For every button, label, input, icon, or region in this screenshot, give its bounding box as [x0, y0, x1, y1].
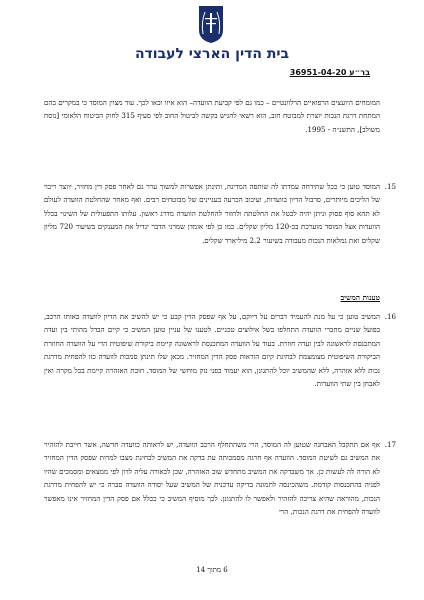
paragraph-text: המוסד טוען כי ככל שתידחה עמדתו לה שותפה המדינה, ותינתן אפשרות למשוך ערר גם לאחר פסק דין מחזיר, יווצר ריבוי של הליכים מיותרים, סרבול הדיון בוועדות, ועיכוב הכרעה בעניינים של מבוטחים רבים. ואף מאחר שהחלטת הוועדה לעולם לא תהא סוף פסוק וניתן יהיה לבטל את החלטתה ולחזור להחלטת הוועדה מדרג ראשון. עלותו התפעולית של השינוי בכלל הוועדות אצל המוסד מוערכת בכ-120 מליון שקלים. כמו כן לפי אומדן שמרני הדבר יגדיל את המענקים בשיעור 720 מליון שקלים ואת גמלאות הנכות מעבודה בשיעור 2.2 מיליארד שקלים.	[44, 182, 381, 245]
paragraph-number: 15.	[384, 182, 396, 191]
case-number: בר״ע 36951-04-20	[289, 68, 370, 77]
court-name: בית הדין הארצי לעבודה	[134, 46, 290, 62]
section-heading: טענות המשיב	[340, 293, 380, 302]
paragraph-16	[44, 310, 396, 390]
paragraph-17	[44, 438, 396, 518]
paragraph-number: 17.	[384, 440, 396, 449]
paragraph-text: המשיב טוען כי על מנת להעמיד דברים על דיוקם, על אף שפסק הדין קבע כי יש להשיב את הדיון לוועדה באותו הרכב, בפועל שניים מחברי הוועדה התחלפו בשל אילוצים טכניים. לטענו של עניין טוען המשיב כי קיים הבדל מהותי בין ועדה המתכנסת לראשונה לבין ועדה חוזרת. בעוד על הוועדה המתכנסת לראשונה קיימת ביקורת שיפוטית הרי על הוועדה החוזרת הביקורת השיפוטית מצומצמת לבחינת קיום הוראות פסק הדין המחזיר. מכאן שלו תינתן סמכות לוועדה כזו להפחית מדרגת נכות ללא אזהרה, ללא שהמשיב יוכל להתגונן, הוא יעמוד בפני נזק מוחשי של המוסד. חובת האזהרה קיימת בכל מקרה ואין לאבחן בין שתי הוועדות.	[44, 312, 380, 389]
page-number: 6 מתוך 14	[196, 566, 228, 574]
state-emblem-icon	[196, 4, 226, 44]
paragraph-15	[44, 180, 396, 247]
paragraph-text: אף אם תתקבל האבחנה שטוען לה המוסד, הרי משהתחלף הרכב הוועדה, יש לראותה כוועדה חדשה, אשר חייבת להזהיר את המשיב גם לשיטת המוסד. הוועדה אף חרגה מסמכותה עת בדקה את המשיב לבחינת מצבו למרות שפסק הדין המחזיר לא הורה לה לעשות כן. אך משבדקה את המשיב מתחדש שוב האזהרה, שכן לכאורה עליה לדון לפי ממצאים ומסמכים שהיו לפניה בהתכנסות קודמת. משהכינסה לתמונה בדיקה עדכנית של המשיב שעל יסודה הוועדה סברה כי יש להפחית מדרגת הנכות, מהוראה שהיא צריכה להזהיר ולאפשר לו להתגונן. לכך מוסיף המשיב כי ככלל אם פסק הדין המחזיר אינו מאפשר לוועדה להפחית את דרגת הנכות, הרי	[44, 440, 380, 517]
paragraph-number: 16.	[384, 312, 396, 321]
intro-paragraph: המומחים היועצים הרפואיים הרלוונטיים – כמו גם לפי קביעת הוועדה– הוא איזו וכאו לכך. עוד מצוין המוסד כי במקרים בהם המתחת דרגת הנכות יוצרת למבוטח חוב, הוא רשאי להגיש בקשה לביטול החוב לפי סעיף 315 לחוק הביטוח הלאומי [נוסח משולב], התשנ״ה - 1995.	[44, 98, 380, 134]
